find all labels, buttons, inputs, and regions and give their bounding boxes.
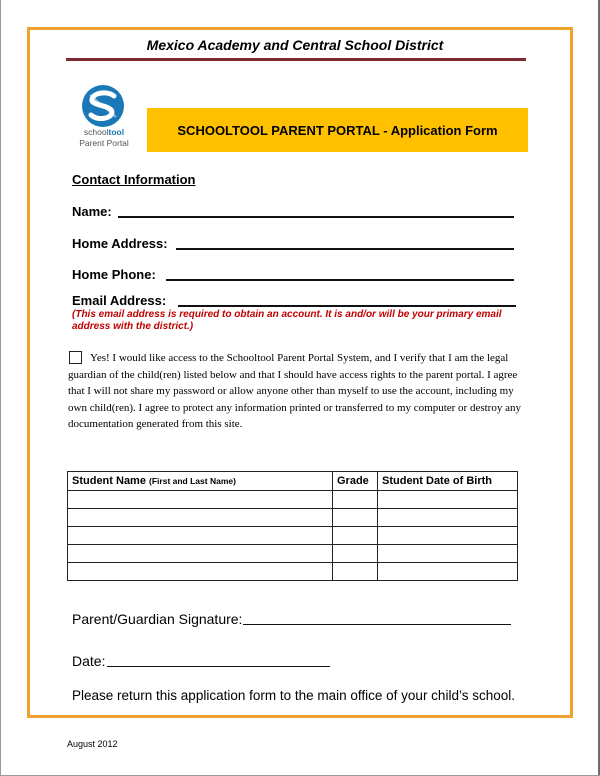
name-label: Name:	[72, 204, 112, 219]
signature-field[interactable]	[243, 624, 511, 625]
date-field[interactable]	[107, 666, 330, 667]
dob-cell[interactable]	[378, 491, 518, 509]
col-student-name-label: Student Name	[72, 475, 146, 487]
signature-label: Parent/Guardian Signature:	[72, 611, 243, 627]
grade-cell[interactable]	[333, 563, 378, 581]
home-phone-field[interactable]	[166, 279, 514, 281]
grade-cell[interactable]	[333, 509, 378, 527]
student-name-cell[interactable]	[68, 563, 333, 581]
col-date-of-birth: Student Date of Birth	[378, 472, 518, 491]
page-edge-left	[0, 0, 1, 776]
email-label: Email Address:	[72, 293, 167, 308]
title-rule	[66, 58, 526, 61]
logo-brand-prefix: school	[83, 127, 109, 137]
table-row	[68, 545, 518, 563]
home-address-label: Home Address:	[72, 236, 168, 251]
email-field[interactable]	[178, 305, 516, 307]
logo-brand-suffix: tool	[108, 127, 125, 137]
student-table	[67, 471, 518, 581]
logo-subtitle: Parent Portal	[79, 138, 129, 148]
table-row	[68, 527, 518, 545]
table-row	[68, 563, 518, 581]
dob-cell[interactable]	[378, 545, 518, 563]
date-label: Date:	[72, 653, 106, 669]
grade-cell[interactable]	[333, 545, 378, 563]
email-requirement-note: (This email address is required to obtain an account. It is and/or will be your primary email address with the district.)	[72, 309, 502, 332]
table-row	[68, 491, 518, 509]
student-name-cell[interactable]	[68, 509, 333, 527]
grade-cell[interactable]	[333, 527, 378, 545]
grade-cell[interactable]	[333, 491, 378, 509]
logo-wordmark	[70, 127, 138, 149]
col-student-name-hint: (First and Last Name)	[149, 476, 236, 486]
dob-cell[interactable]	[378, 527, 518, 545]
home-phone-label: Home Phone:	[72, 267, 156, 282]
consent-text: Yes! I would like access to the Schooltool Parent Portal System, and I verify that I am the legal guardian of the child(ren) listed below and that I should have access rights to the parent portal. I agree that I will not share my password or allow anyone other than myself to use the account, including my own child(ren). I agree to protect any information printed or transferred to my computer or destroy any documentation generated from this site.	[68, 352, 521, 430]
footer-date: August 2012	[67, 739, 118, 749]
col-grade: Grade	[333, 472, 378, 491]
student-name-cell[interactable]	[68, 527, 333, 545]
return-instructions: Please return this application form to the main office of your child’s school.	[72, 688, 515, 703]
student-name-cell[interactable]	[68, 491, 333, 509]
dob-cell[interactable]	[378, 563, 518, 581]
contact-heading: Contact Information	[72, 172, 196, 187]
name-field[interactable]	[118, 216, 514, 218]
form-title-banner	[147, 108, 528, 152]
student-table-header	[68, 472, 518, 491]
table-row	[68, 509, 518, 527]
student-name-cell[interactable]	[68, 545, 333, 563]
col-student-name	[68, 472, 333, 491]
district-title: Mexico Academy and Central School District	[146, 37, 444, 53]
form-title: SCHOOLTOOL PARENT PORTAL - Application Form	[177, 122, 498, 138]
home-address-field[interactable]	[176, 248, 514, 250]
dob-cell[interactable]	[378, 509, 518, 527]
